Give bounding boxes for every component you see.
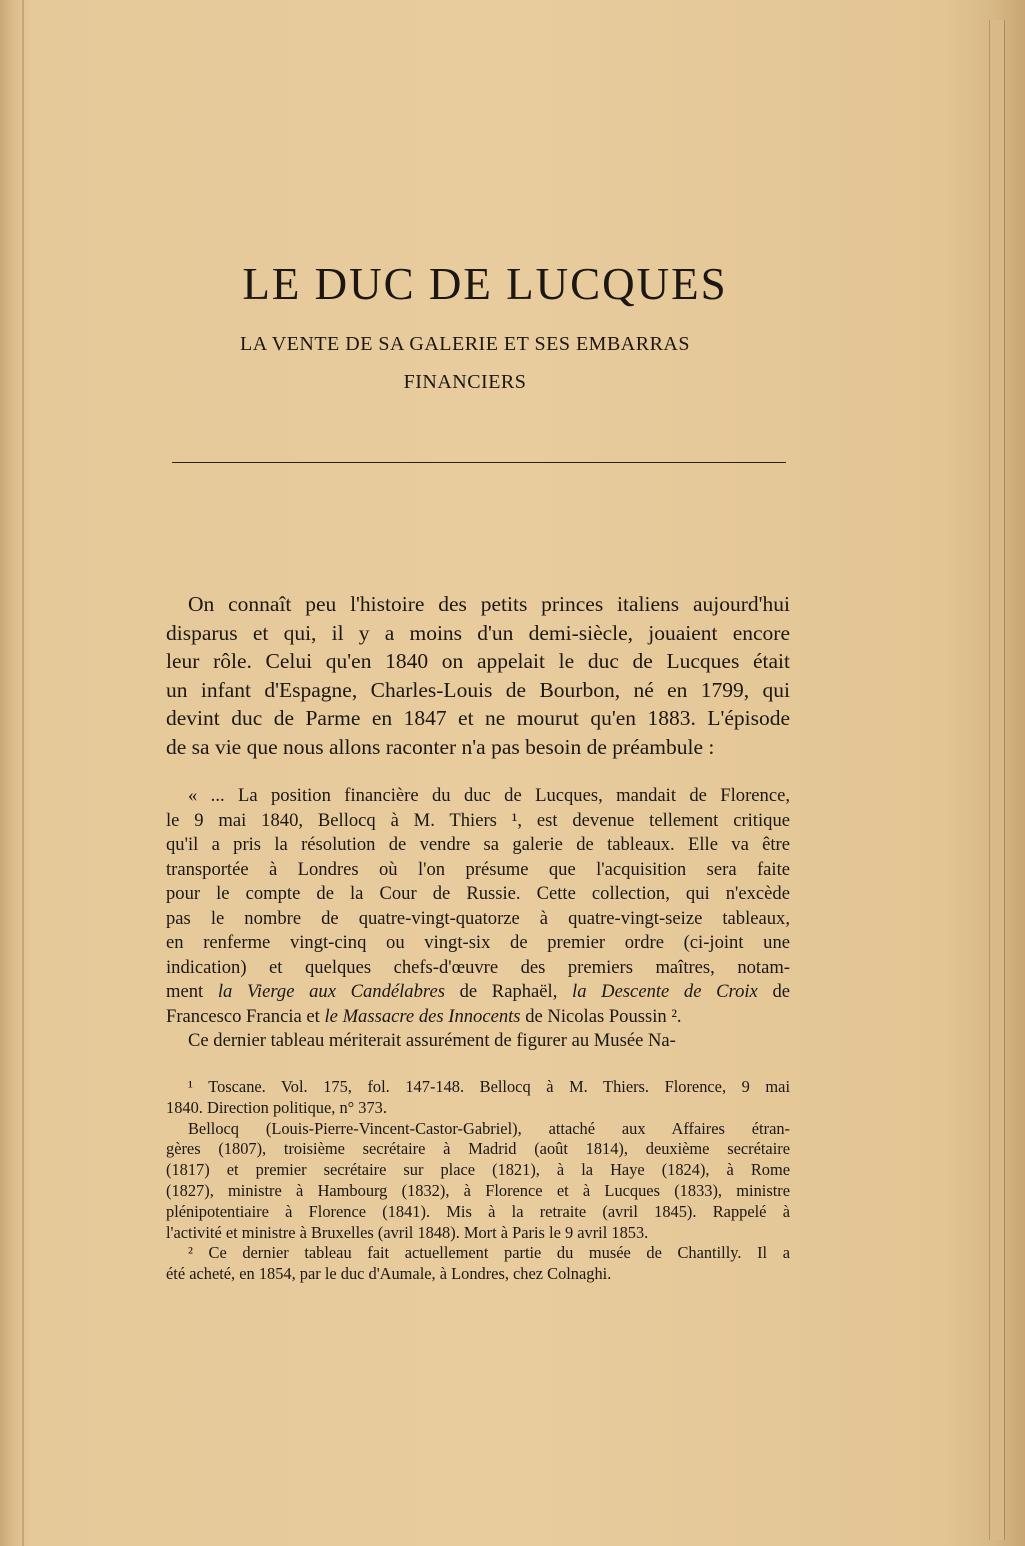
notes-line: été acheté, en 1854, par le duc d'Aumale, à Londres, chez Colnaghi. xyxy=(166,1264,612,1284)
body-line: un infant d'Espagne, Charles-Louis de Bourbon, né en 1799, qui xyxy=(166,677,790,702)
quote-line xyxy=(166,833,790,858)
footnotes xyxy=(166,1077,790,1285)
text-run: de Nicolas Poussin ². xyxy=(520,1005,682,1027)
notes-line: (1827), ministre à Hambourg (1832), à Florence et à Lucques (1833), ministre xyxy=(166,1180,790,1200)
quote-line xyxy=(166,882,790,907)
italic-title: la Descente de Croix xyxy=(572,981,758,1002)
text-run: Francesco Francia et xyxy=(166,1005,325,1027)
quote-line xyxy=(166,1029,790,1054)
text-run: Ce dernier tableau mériterait assurément de figurer au Musée Na- xyxy=(188,1030,676,1051)
article-title: LE DUC DE LUCQUES xyxy=(242,259,728,309)
page-edge-stack xyxy=(989,20,1005,1540)
notes-line: ² Ce dernier tableau fait actuellement partie du musée de Chantilly. Il a xyxy=(188,1243,790,1263)
quote-line xyxy=(166,784,790,809)
quote-line xyxy=(166,980,790,1005)
text-run: pas le nombre de quatre-vingt-quatorze à quatre-vingt-seize tableaux, xyxy=(166,907,790,929)
quote-line xyxy=(166,907,790,932)
quote-line xyxy=(166,1005,790,1030)
quoted-letter xyxy=(166,784,790,1054)
body-line: devint duc de Parme en 1847 et ne mourut qu'en 1883. L'épisode xyxy=(166,706,790,731)
binding-gutter xyxy=(22,0,24,1546)
text-run: de Raphaël, xyxy=(444,981,573,1002)
italic-title: le Massacre des Innocents xyxy=(324,1005,521,1027)
article-subtitle-line-2: FINANCIERS xyxy=(403,371,527,393)
text-run: indication) et quelques chefs-d'œuvre des premiers maîtres, notam- xyxy=(166,956,790,978)
text-run: ment xyxy=(166,981,218,1002)
quote-line xyxy=(166,956,790,981)
italic-title: la Vierge aux Candélabres xyxy=(217,981,445,1002)
text-run: en renferme vingt-cinq ou vingt-six de premier ordre (ci-joint une xyxy=(166,932,790,953)
body-line: On connaît peu l'histoire des petits princes italiens aujourd'hui xyxy=(188,592,790,616)
notes-line: 1840. Direction politique, n° 373. xyxy=(166,1097,387,1117)
notes-line: plénipotentiaire à Florence (1841). Mis à la retraite (avril 1845). Rappelé à xyxy=(166,1201,790,1221)
title-rule xyxy=(172,462,786,463)
text-run: le 9 mai 1840, Bellocq à M. Thiers ¹, est devenue tellement critique xyxy=(166,809,790,831)
body-line: leur rôle. Celui qu'en 1840 on appelait le duc de Lucques était xyxy=(166,649,790,674)
text-run: qu'il a pris la résolution de vendre sa galerie de tableaux. Elle va être xyxy=(166,834,790,855)
notes-line: ¹ Toscane. Vol. 175, fol. 147-148. Bellocq à M. Thiers. Florence, 9 mai xyxy=(188,1077,790,1096)
text-run: transportée à Londres où l'on présume que l'acquisition sera faite xyxy=(166,858,790,880)
notes-line: (1817) et premier secrétaire sur place (1821), à la Haye (1824), à Rome xyxy=(166,1160,790,1180)
quote-line xyxy=(166,931,790,956)
text-run: pour le compte de la Cour de Russie. Cette collection, qui n'excède xyxy=(166,883,790,904)
intro-paragraph xyxy=(166,590,790,762)
notes-line: Bellocq (Louis-Pierre-Vincent-Castor-Gabriel), attaché aux Affaires étran- xyxy=(188,1118,790,1138)
notes-line: l'activité et ministre à Bruxelles (avril 1848). Mort à Paris le 9 avril 1853. xyxy=(166,1222,649,1242)
quote-line xyxy=(166,809,790,834)
body-line: disparus et qui, il y a moins d'un demi-siècle, jouaient encore xyxy=(166,620,790,645)
text-run: de xyxy=(757,981,791,1002)
body-line: de sa vie que nous allons raconter n'a pas besoin de préambule : xyxy=(166,734,715,759)
article-subtitle-line-1: LA VENTE DE SA GALERIE ET SES EMBARRAS xyxy=(240,333,690,355)
text-run: « ... La position financière du duc de Lucques, mandait de Florence, xyxy=(188,785,790,806)
quote-line xyxy=(166,858,790,883)
notes-line: gères (1807), troisième secrétaire à Madrid (août 1814), deuxième secrétaire xyxy=(166,1139,790,1159)
